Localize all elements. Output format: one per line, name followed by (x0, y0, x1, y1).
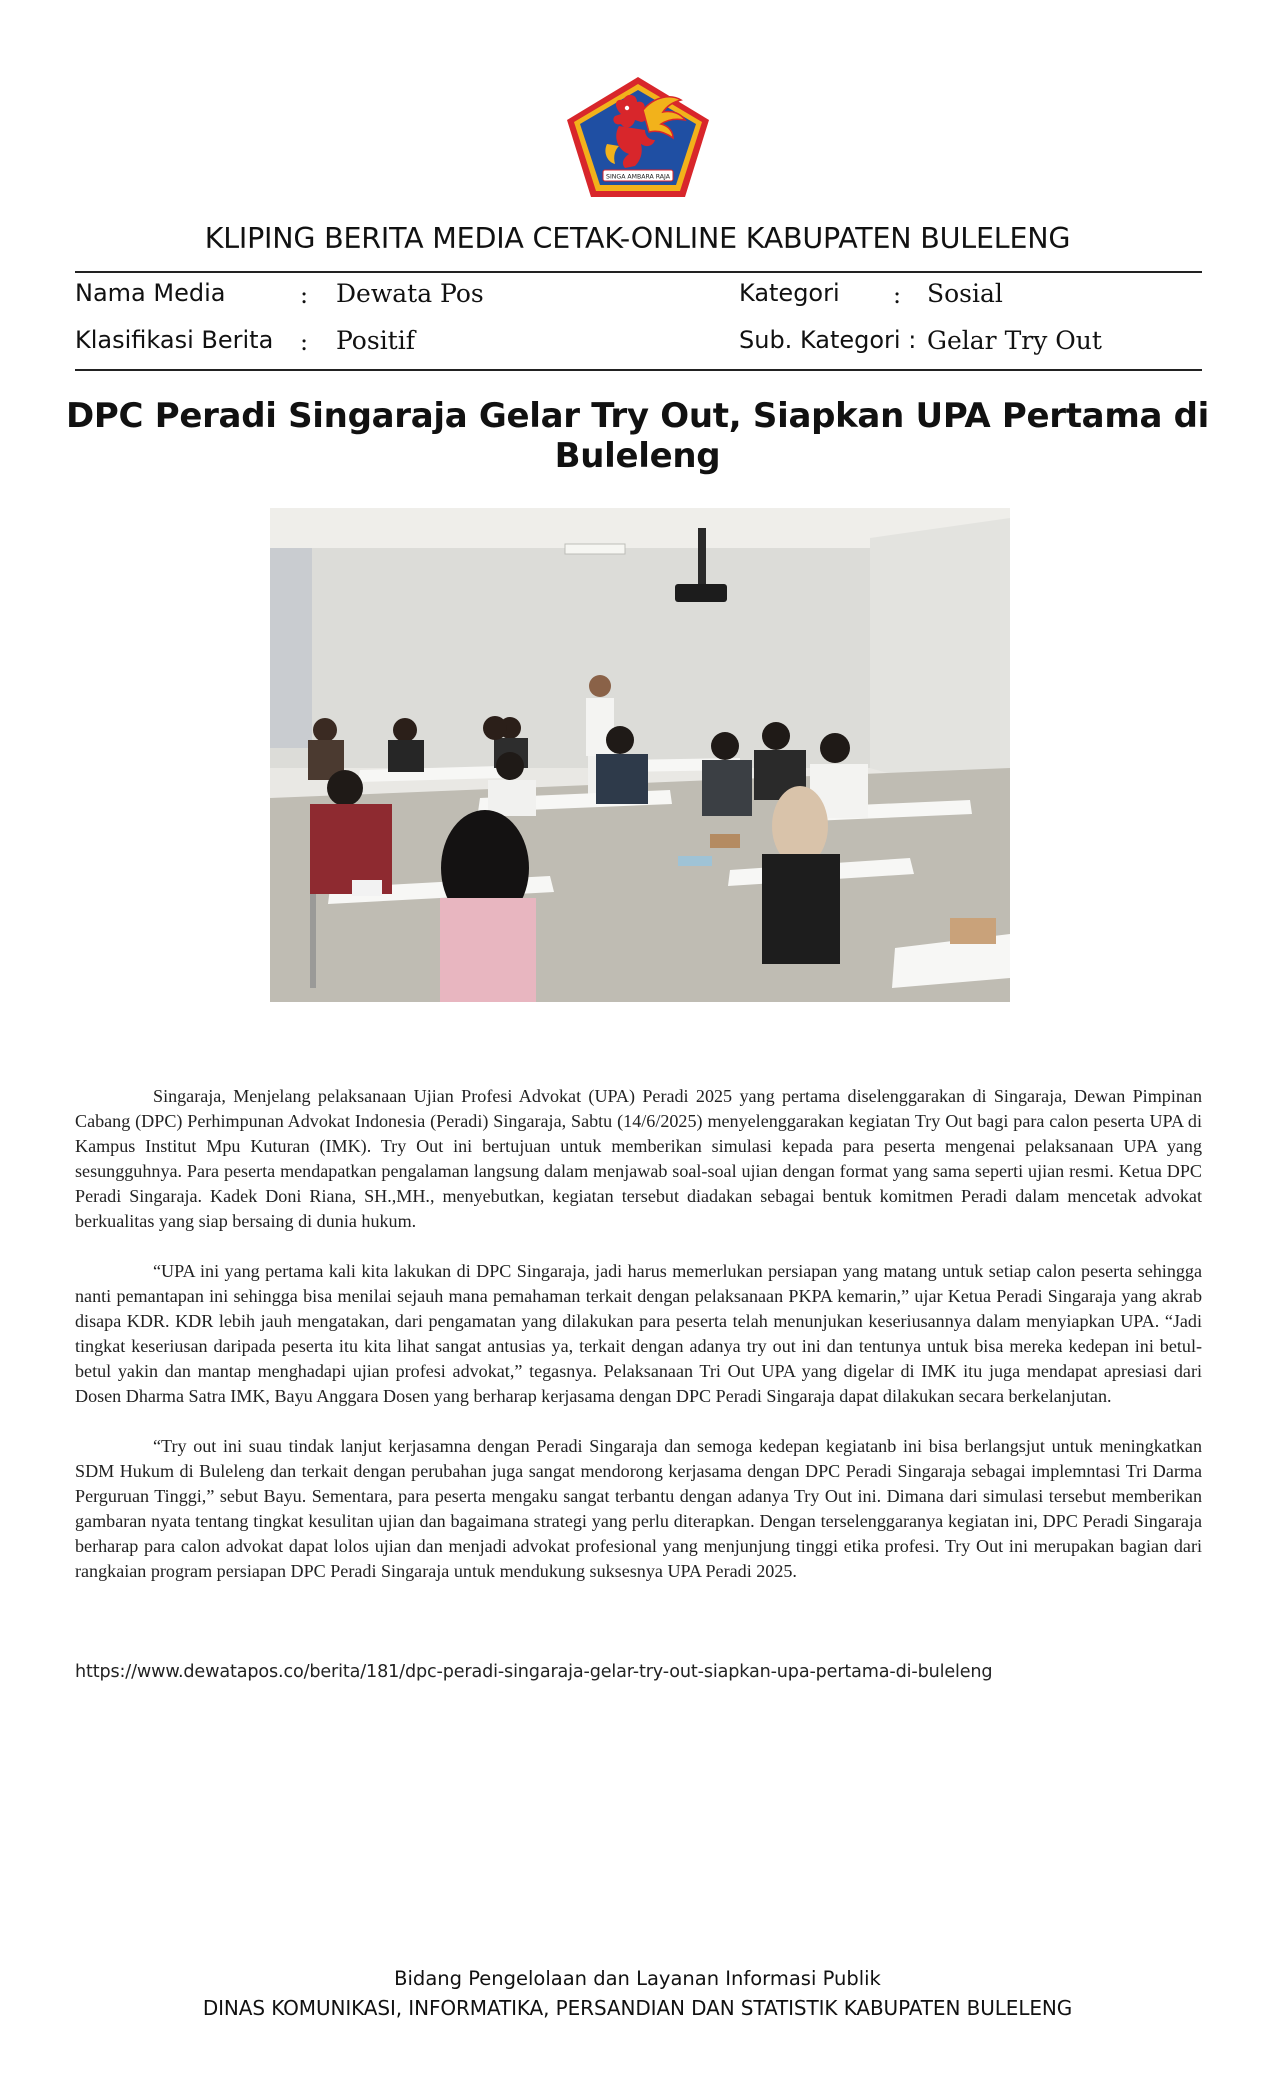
nama-media-colon: : (300, 281, 309, 309)
kategori-colon: : (893, 281, 902, 309)
kategori-label: Kategori (739, 279, 840, 307)
source-url-link[interactable]: https://www.dewatapos.co/berita/181/dpc-peradi-singaraja-gelar-try-out-siapkan-upa-pertama-di-buleleng (75, 1662, 993, 1682)
article-headline: DPC Peradi Singaraja Gelar Try Out, Siapkan UPA Pertama di Buleleng (65, 396, 1210, 476)
nama-media-value: Dewata Pos (336, 279, 484, 308)
article-paragraph-3: “Try out ini suau tindak lanjut kerjasamna dengan Peradi Singaraja dan semoga kedepan kegiatanb ini bisa berlangsjut untuk meningkatkan SDM Hukum di Buleleng dan terkait dengan perubahan juga sangat mendorong kerjasama dengan DPC Peradi Singaraja sebagai implemntasi Tri Darma Perguruan Tinggi,” sebut Bayu. Sementara, para peserta mengaku sangat terbantu dengan adanya Try Out ini. Dimana dari simulasi tersebut memberikan gambaran nyata tentang tingkat kesulitan ujian dan bagaimana strategi yang perlu diterapkan. Dengan terselenggaranya kegiatan ini, DPC Peradi Singaraja berharap para calon advokat dapat lolos ujian dan menjadi advokat profesional yang menjunjung tinggi etika profesi. Try Out ini merupakan bagian dari rangkaian program persiapan DPC Peradi Singaraja untuk mendukung suksesnya UPA Peradi 2025. (75, 1436, 1202, 1581)
header-bottom-rule (75, 369, 1202, 371)
header-top-rule (75, 271, 1202, 273)
footer-agency: DINAS KOMUNIKASI, INFORMATIKA, PERSANDIAN DAN STATISTIK KABUPATEN BULELENG (202, 1996, 1073, 2020)
klasifikasi-label: Klasifikasi Berita (75, 326, 274, 354)
article-photo (270, 508, 1010, 1002)
article-paragraph-2: “UPA ini yang pertama kali kita lakukan di DPC Singaraja, jadi harus memerlukan persiapan yang matang untuk setiap calon peserta sehingga nanti pemantapan ini sehingga bisa menilai sejauh mana pemahaman terkait dengan pelaksanaan PKPA kemarin,” ujar Ketua Peradi Singaraja yang akrab disapa KDR. KDR lebih jauh mengatakan, dari pengamatan yang dilakukan para peserta telah menunjukan keseriusannya dalam menyiapkan UPA. “Jadi tingkat keseriusan daripada peserta itu kita lihat sangat antusias ya, terkait dengan adanya try out ini dan tentunya untuk bisa mereka kedepan ini betul-betul yakin dan mantap menghadapi ujian profesi advokat,” tegasnya. Pelaksanaan Tri Out UPA yang digelar di IMK itu juga mendapat apresiasi dari Dosen Dharma Satra IMK, Bayu Anggara Dosen yang berharap kerjasama dengan DPC Peradi Singaraja dapat dilakukan secara berkelanjutan. (75, 1261, 1202, 1406)
crest-banner-text: SINGA AMBARA RAJA (606, 173, 670, 181)
footer-department: Bidang Pengelolaan dan Layanan Informasi Publik (394, 1967, 881, 1990)
garuda-crest-icon (563, 74, 713, 200)
article-body (75, 1084, 1202, 1609)
klasifikasi-colon: : (300, 328, 309, 356)
kategori-value: Sosial (927, 279, 1003, 308)
clipping-header-title: KLIPING BERITA MEDIA CETAK-ONLINE KABUPATEN BULELENG (204, 222, 1071, 255)
sub-kategori-label: Sub. Kategori : (739, 326, 917, 354)
klasifikasi-value: Positif (336, 326, 415, 355)
nama-media-label: Nama Media (75, 279, 226, 307)
article-paragraph-1: Singaraja, Menjelang pelaksanaan Ujian Profesi Advokat (UPA) Peradi 2025 yang pertama diselenggarakan di Singaraja, Dewan Pimpinan Cabang (DPC) Perhimpunan Advokat Indonesia (Peradi) Singaraja, Sabtu (14/6/2025) menyelenggarakan kegiatan Try Out bagi para calon peserta UPA di Kampus Institut Mpu Kuturan (IMK). Try Out ini bertujuan untuk memberikan simulasi kepada para peserta mengenai pelaksanaan UPA yang sesungguhnya. Para peserta mendapatkan pengalaman langsung dalam menjawab soal-soal ujian dengan format yang sama seperti ujian resmi. Ketua DPC Peradi Singaraja. Kadek Doni Riana, SH.,MH., menyebutkan, kegiatan tersebut diadakan sebagai bentuk komitmen Peradi dalam mencetak advokat berkualitas yang siap bersaing di dunia hukum. (75, 1086, 1202, 1231)
sub-kategori-value: Gelar Try Out (927, 326, 1102, 355)
